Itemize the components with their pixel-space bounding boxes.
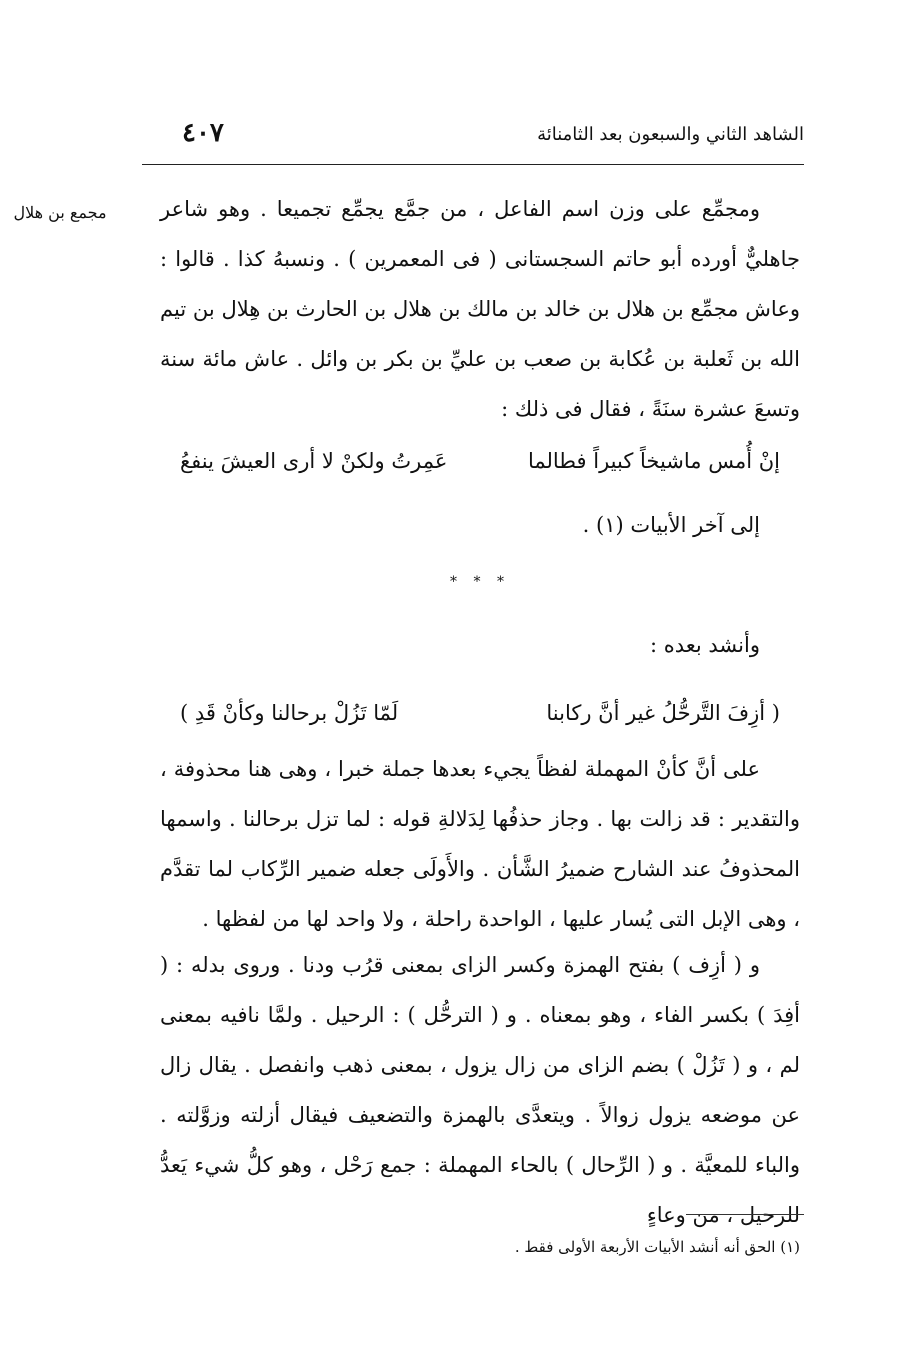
paragraph-2: [160, 744, 800, 944]
after-verse-line: [160, 500, 800, 550]
intro-2-text: وأنشد بعده :: [649, 633, 760, 657]
margin-note: مجمع بن هلال: [13, 203, 107, 222]
paragraph-1: [160, 184, 800, 434]
paragraph-1-text: ومجمِّع على وزن اسم الفاعل ، من جمَّع يجمِّع تجميعا . وهو شاعر جاهليٌّ أورده أبو حاتم السجستانى ( فى المعمرين ) . ونسبهُ كذا . قالوا : وعاش مجمِّع بن هلال بن خالد بن مالك بن هلال بن الحارث بن هِلال بن تيم الله بن ثَعلبة بن عُكابة بن صعب بن عليِّ بن بكر بن وائل . عاش مائة سنة وتسعَ عشرة سنَةً ، فقال فى ذلك :: [160, 197, 800, 421]
footnote-rule: [686, 1214, 804, 1215]
verse-2-second-hemistich: لَمّا تَزُلْ برحالنا وكأنْ قَدِ ): [180, 701, 399, 725]
paragraph-2-text: على أنَّ كأنْ المهملة لفظاً يجيء بعدها جملة خبرا ، وهى هنا محذوفة ، والتقدير : قد زالت بها . وجاز حذفُها لِدَلالةِ قوله : لما تزل برحالنا . واسمها المحذوفُ عند الشارح ضميرُ الشَّأن . والأَولَى جعله ضمير الرِّكاب لما تقدَّم ، وهى الإبل التى يُسار عليها ، الواحدة راحلة ، ولا واحد لها من لفظها .: [160, 757, 800, 931]
running-title: الشاهد الثاني والسبعون بعد الثامنائة: [537, 124, 804, 145]
paragraph-3: [160, 940, 800, 1240]
after-verse-text: إلى آخر الأبيات (١) .: [582, 513, 760, 537]
footnote: (١) الحق أنه أنشد الأبيات الأربعة الأولى فقط .: [514, 1238, 800, 1256]
verse-1-first-hemistich: إنْ أُمس ماشيخاً كبيراً فطالما: [527, 449, 780, 473]
verse-2-first-hemistich: ( أزِفَ التَّرحُّلُ غير أنَّ ركابنا: [546, 701, 780, 725]
section-separator: * * *: [450, 574, 510, 590]
verse-2: [160, 688, 800, 738]
verse-1: [160, 436, 800, 486]
paragraph-3-text: و ( أزِف ) بفتح الهمزة وكسر الزاى بمعنى قرُب ودنا . وروى بدله : ( أفِدَ ) بكسر الفاء ، وهو بمعناه . و ( الترحُّل ) : الرحيل . ولمَّا نافيه بمعنى لم ، و ( تَزُلْ ) بضم الزاى من زال يزول ، بمعنى ذهب وانفصل . يقال زال عن موضعه يزول زوالاً . ويتعدَّى بالهمزة والتضعيف فيقال أزلته وزوَّلته . والباء للمعيَّة . و ( الرِّحال ) بالحاء المهملة : جمع رَحْل ، وهو كلُّ شيء يَعدُّ للرحيل ، من وعاءٍ: [160, 953, 800, 1227]
page-header: [142, 118, 804, 158]
verse-1-second-hemistich: عَمِرتُ ولكنْ لا أرى العيشَ ينفعُ: [180, 449, 448, 473]
header-rule: [142, 164, 804, 165]
intro-2: [160, 620, 800, 670]
page-number: ٤٠٧: [182, 118, 224, 148]
